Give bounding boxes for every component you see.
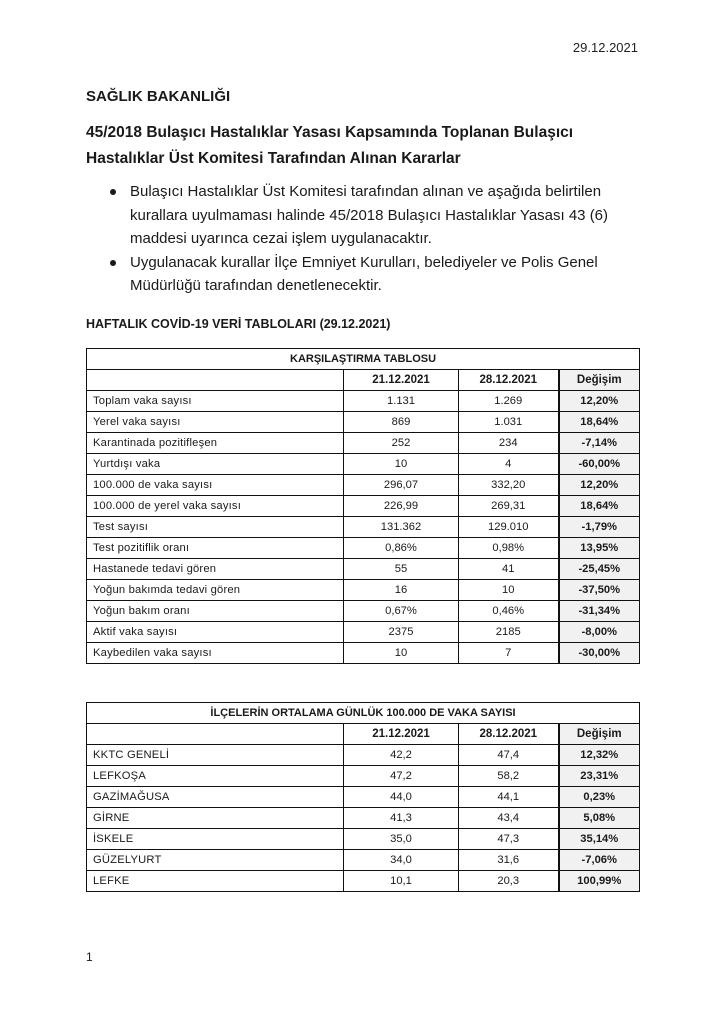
value-change: 12,32%: [559, 745, 640, 766]
bullet-text: Bulaşıcı Hastalıklar Üst Komitesi tarafından alınan ve aşağıda belirtilen kurallara uyulmaması halinde 45/2018 Bulaşıcı Hastalıklar Yasası 43 (6) maddesi uyarınca cezai işlem uygulanacaktır.: [130, 183, 609, 247]
value-date1: 55: [344, 559, 459, 580]
value-change: 23,31%: [559, 766, 640, 787]
value-date1: 10,1: [344, 871, 459, 892]
value-change: -7,14%: [559, 433, 640, 454]
value-date2: 41: [459, 559, 559, 580]
value-change: 12,20%: [559, 475, 640, 496]
row-label: Kaybedilen vaka sayısı: [87, 643, 344, 664]
value-change: 13,95%: [559, 538, 640, 559]
value-date2: 20,3: [459, 871, 559, 892]
table-row: [87, 391, 640, 412]
value-date2: 31,6: [459, 850, 559, 871]
table-row: [87, 601, 640, 622]
value-change: 5,08%: [559, 808, 640, 829]
table-header-row: [87, 370, 640, 391]
value-date2: 58,2: [459, 766, 559, 787]
value-date1: 34,0: [344, 850, 459, 871]
column-header-date2: 28.12.2021: [459, 724, 559, 745]
value-date2: 129.010: [459, 517, 559, 538]
bullet-text: Uygulanacak kurallar İlçe Emniyet Kurulları, belediyeler ve Polis Genel Müdürlüğü tarafından denetlenecektir.: [130, 253, 598, 294]
row-label: LEFKOŞA: [87, 766, 344, 787]
table-caption: İLÇELERİN ORTALAMA GÜNLÜK 100.000 DE VAKA SAYISI: [87, 703, 640, 724]
section-title: HAFTALIK COVİD-19 VERİ TABLOLARI (29.12.2021): [86, 317, 391, 331]
district-table: [86, 702, 640, 892]
value-date2: 1.031: [459, 412, 559, 433]
value-change: -31,34%: [559, 601, 640, 622]
table-row: [87, 787, 640, 808]
value-date2: 0,98%: [459, 538, 559, 559]
value-change: 18,64%: [559, 412, 640, 433]
table-row: [87, 745, 640, 766]
table-row: [87, 496, 640, 517]
value-change: 0,23%: [559, 787, 640, 808]
value-date2: 1.269: [459, 391, 559, 412]
bullet-icon: [110, 260, 116, 266]
value-date2: 2185: [459, 622, 559, 643]
document-date: 29.12.2021: [572, 40, 638, 55]
table-caption-row: [87, 349, 640, 370]
value-date2: 332,20: [459, 475, 559, 496]
table-row: [87, 766, 640, 787]
table-row: [87, 580, 640, 601]
row-label: Aktif vaka sayısı: [87, 622, 344, 643]
value-date1: 296,07: [344, 475, 459, 496]
document-title: 45/2018 Bulaşıcı Hastalıklar Yasası Kapsamında Toplanan Bulaşıcı Hastalıklar Üst Komitesi Tarafından Alınan Kararlar: [86, 124, 574, 167]
column-header-date1: 21.12.2021: [344, 724, 459, 745]
value-date1: 1.131: [344, 391, 459, 412]
bullet-list: [86, 180, 646, 298]
value-date1: 2375: [344, 622, 459, 643]
table-row: [87, 538, 640, 559]
value-date2: 4: [459, 454, 559, 475]
table-row: [87, 643, 640, 664]
value-change: -8,00%: [559, 622, 640, 643]
table-row: [87, 808, 640, 829]
table-row: [87, 829, 640, 850]
value-date2: 234: [459, 433, 559, 454]
row-label: Karantinada pozitifleşen: [87, 433, 344, 454]
bullet-item: [86, 180, 646, 251]
row-label: 100.000 de yerel vaka sayısı: [87, 496, 344, 517]
value-date1: 35,0: [344, 829, 459, 850]
page-number: 1: [86, 950, 93, 964]
table-row: [87, 454, 640, 475]
column-header-label: [87, 370, 344, 391]
comparison-table: [86, 348, 640, 664]
table-row: [87, 871, 640, 892]
value-date1: 131.362: [344, 517, 459, 538]
table-row: [87, 412, 640, 433]
value-date1: 42,2: [344, 745, 459, 766]
column-header-date1: 21.12.2021: [344, 370, 459, 391]
row-label: GAZİMAĞUSA: [87, 787, 344, 808]
value-change: -37,50%: [559, 580, 640, 601]
row-label: Hastanede tedavi gören: [87, 559, 344, 580]
value-date1: 0,86%: [344, 538, 459, 559]
value-change: 35,14%: [559, 829, 640, 850]
column-header-date2: 28.12.2021: [459, 370, 559, 391]
table-header-row: [87, 724, 640, 745]
table-caption-row: [87, 703, 640, 724]
value-change: 18,64%: [559, 496, 640, 517]
value-date1: 47,2: [344, 766, 459, 787]
value-date1: 44,0: [344, 787, 459, 808]
table-row: [87, 850, 640, 871]
value-date1: 0,67%: [344, 601, 459, 622]
value-change: -1,79%: [559, 517, 640, 538]
row-label: Yerel vaka sayısı: [87, 412, 344, 433]
column-header-change: Değişim: [559, 370, 640, 391]
row-label: İSKELE: [87, 829, 344, 850]
value-date1: 226,99: [344, 496, 459, 517]
table-row: [87, 433, 640, 454]
value-date2: 10: [459, 580, 559, 601]
ministry-heading: SAĞLIK BAKANLIĞI: [86, 88, 231, 105]
value-change: -60,00%: [559, 454, 640, 475]
table-row: [87, 517, 640, 538]
row-label: LEFKE: [87, 871, 344, 892]
value-date1: 869: [344, 412, 459, 433]
row-label: 100.000 de vaka sayısı: [87, 475, 344, 496]
table-row: [87, 559, 640, 580]
table-row: [87, 622, 640, 643]
value-date2: 0,46%: [459, 601, 559, 622]
bullet-icon: [110, 189, 116, 195]
value-date1: 10: [344, 643, 459, 664]
row-label: Test pozitiflik oranı: [87, 538, 344, 559]
value-date1: 252: [344, 433, 459, 454]
row-label: GÜZELYURT: [87, 850, 344, 871]
value-date2: 7: [459, 643, 559, 664]
value-change: 100,99%: [559, 871, 640, 892]
value-change: -25,45%: [559, 559, 640, 580]
column-header-label: [87, 724, 344, 745]
row-label: Yoğun bakımda tedavi gören: [87, 580, 344, 601]
bullet-item: [86, 251, 646, 298]
row-label: Toplam vaka sayısı: [87, 391, 344, 412]
value-change: -7,06%: [559, 850, 640, 871]
row-label: Test sayısı: [87, 517, 344, 538]
row-label: Yurtdışı vaka: [87, 454, 344, 475]
value-date1: 10: [344, 454, 459, 475]
value-change: 12,20%: [559, 391, 640, 412]
value-date1: 41,3: [344, 808, 459, 829]
column-header-change: Değişim: [559, 724, 640, 745]
value-date2: 47,3: [459, 829, 559, 850]
row-label: GİRNE: [87, 808, 344, 829]
value-date2: 47,4: [459, 745, 559, 766]
value-change: -30,00%: [559, 643, 640, 664]
value-date2: 43,4: [459, 808, 559, 829]
value-date1: 16: [344, 580, 459, 601]
row-label: KKTC GENELİ: [87, 745, 344, 766]
row-label: Yoğun bakım oranı: [87, 601, 344, 622]
value-date2: 44,1: [459, 787, 559, 808]
table-row: [87, 475, 640, 496]
table-caption: KARŞILAŞTIRMA TABLOSU: [87, 349, 640, 370]
value-date2: 269,31: [459, 496, 559, 517]
